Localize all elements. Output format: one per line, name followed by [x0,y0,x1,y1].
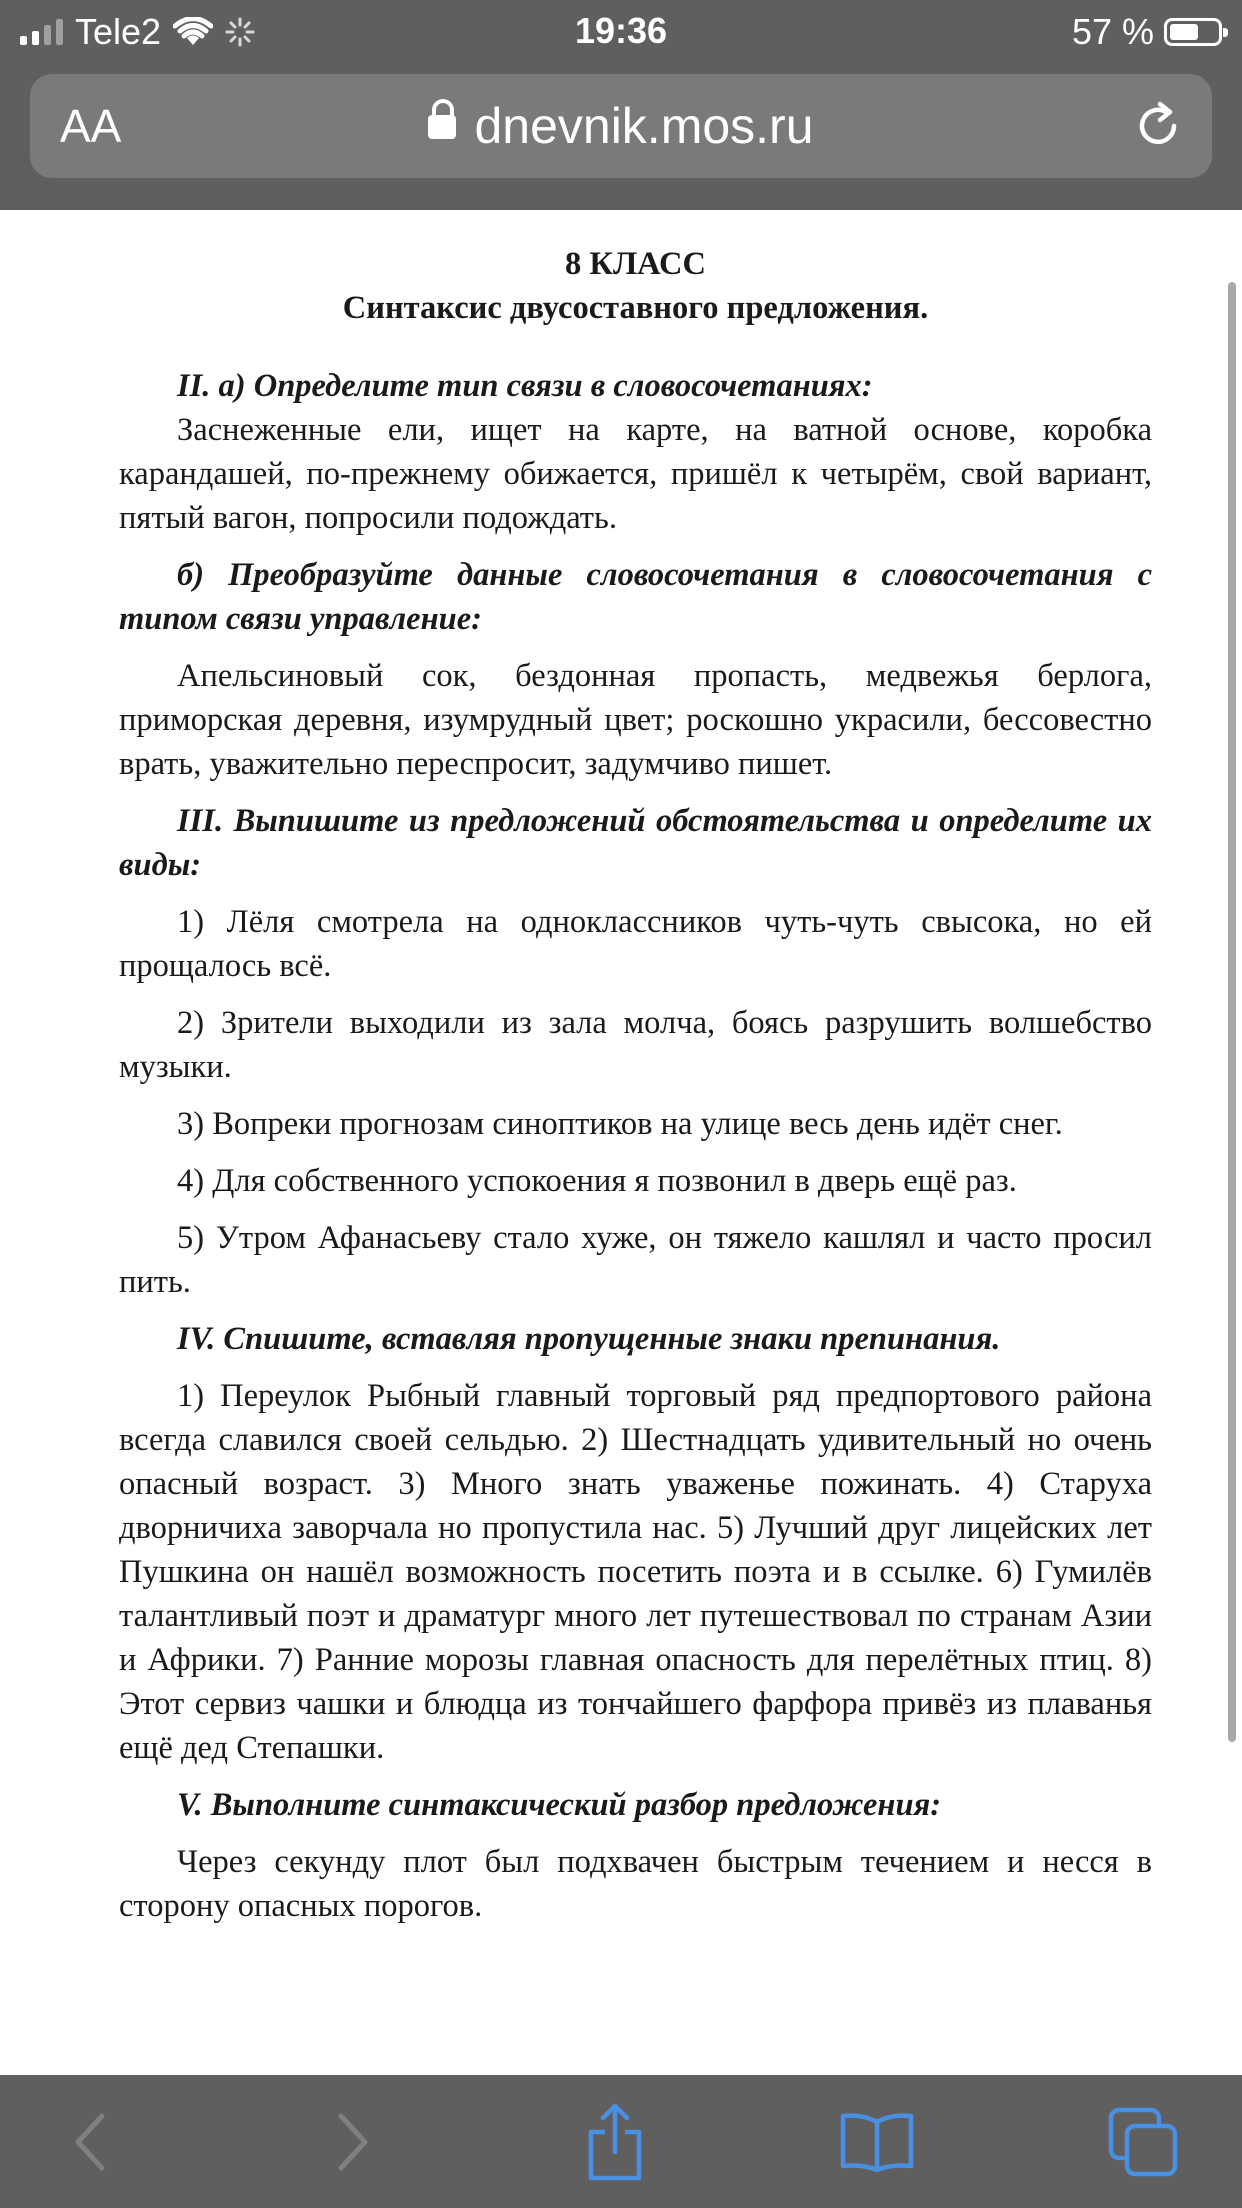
task5-heading: V. Выполните синтаксический разбор предложения: [177,1787,942,1823]
task3-item-3: 3) Вопреки прогнозам синоптиков на улице весь день идёт снег. [177,1106,1063,1142]
back-icon [70,2110,110,2174]
status-bar [0,0,1242,64]
battery-icon [1164,18,1222,46]
task2b-text: Апельсиновый сок, бездонная пропасть, медвежья берлога, приморская деревня, изумрудный цвет; роскошно украсили, бессовестно врать, уважительно переспросит, задумчиво пишет. [119,658,1152,782]
tabs-icon [1107,2106,1179,2178]
back-button[interactable] [45,2097,135,2187]
battery-percentage: 57 % [1071,11,1154,52]
task3-item-1: 1) Лёля смотрела на одноклассников чуть-чуть свысока, но ей прощалось всё. [119,904,1152,984]
task2a-text: Заснеженные ели, ищет на карте, на ватной основе, коробка карандашей, по-прежнему обижается, пришёл к четырём, свой вариант, пятый вагон, попросили подождать. [119,412,1152,536]
url-text: dnevnik.mos.ru [474,98,814,154]
url-display[interactable] [30,74,1212,178]
battery-group [1072,10,1222,54]
task2a-heading: II. а) Определите тип связи в словосочетаниях: [177,368,873,404]
topic-title: Синтаксис двусоставного предложения. [342,290,929,326]
task3-heading: III. Выпишите из предложений обстоятельства и определите их виды: [119,803,1152,883]
task4-heading: IV. Спишите, вставляя пропущенные знаки препинания. [177,1321,1001,1357]
carrier-name: Tele2 [75,11,162,52]
document-page[interactable] [0,210,1242,2075]
bookmarks-icon [839,2110,915,2174]
text-size-label: AA [60,100,122,152]
forward-icon [333,2110,373,2174]
tabs-button[interactable] [1098,2097,1188,2187]
task3-item-2: 2) Зрители выходили из зала молча, боясь разрушить волшебство музыки. [119,1005,1152,1085]
share-button[interactable] [570,2097,660,2187]
browser-toolbar [0,2075,1242,2208]
grade-title: 8 КЛАСС [565,246,706,282]
task3-item-5: 5) Утром Афанасьеву стало хуже, он тяжело кашлял и часто просил пить. [119,1220,1152,1300]
task3-item-4: 4) Для собственного успокоения я позвонил в дверь ещё раз. [177,1163,1017,1199]
reload-icon[interactable] [1130,98,1186,154]
scrollbar[interactable] [1228,282,1236,1742]
task4-text: 1) Переулок Рыбный главный торговый ряд предпортового района всегда славился своей сельдью. 2) Шестнадцать удивительный но очень опасный возраст. 3) Много знать уваженье пожинать. 4) Старуха дворничиха заворчала но пропустила нас. 5) Лучший друг лицейских лет Пушкина он нашёл возможность посетить поэта и в ссылке. 6) Гумилёв талантливый поэт и драматург много лет путешествовал по странам Азии и Африки. 7) Ранние морозы главная опасность для перелётных птиц. 8) Этот сервиз чашки и блюдца из тончайшего фарфора привёз из плаванья ещё дед Степашки. [119,1378,1152,1766]
browser-top-chrome [0,0,1242,210]
forward-button[interactable] [308,2097,398,2187]
bookmarks-button[interactable] [832,2097,922,2187]
task5-text: Через секунду плот был подхвачен быстрым течением и несся в сторону опасных порогов. [119,1844,1152,1924]
lock-icon [428,111,456,147]
task2b-heading: б) Преобразуйте данные словосочетания в словосочетания с типом связи управление: [119,557,1152,637]
document-content [119,242,1152,1928]
address-bar[interactable] [30,74,1212,178]
clock: 19:36 [574,10,668,51]
share-icon [583,2102,647,2182]
